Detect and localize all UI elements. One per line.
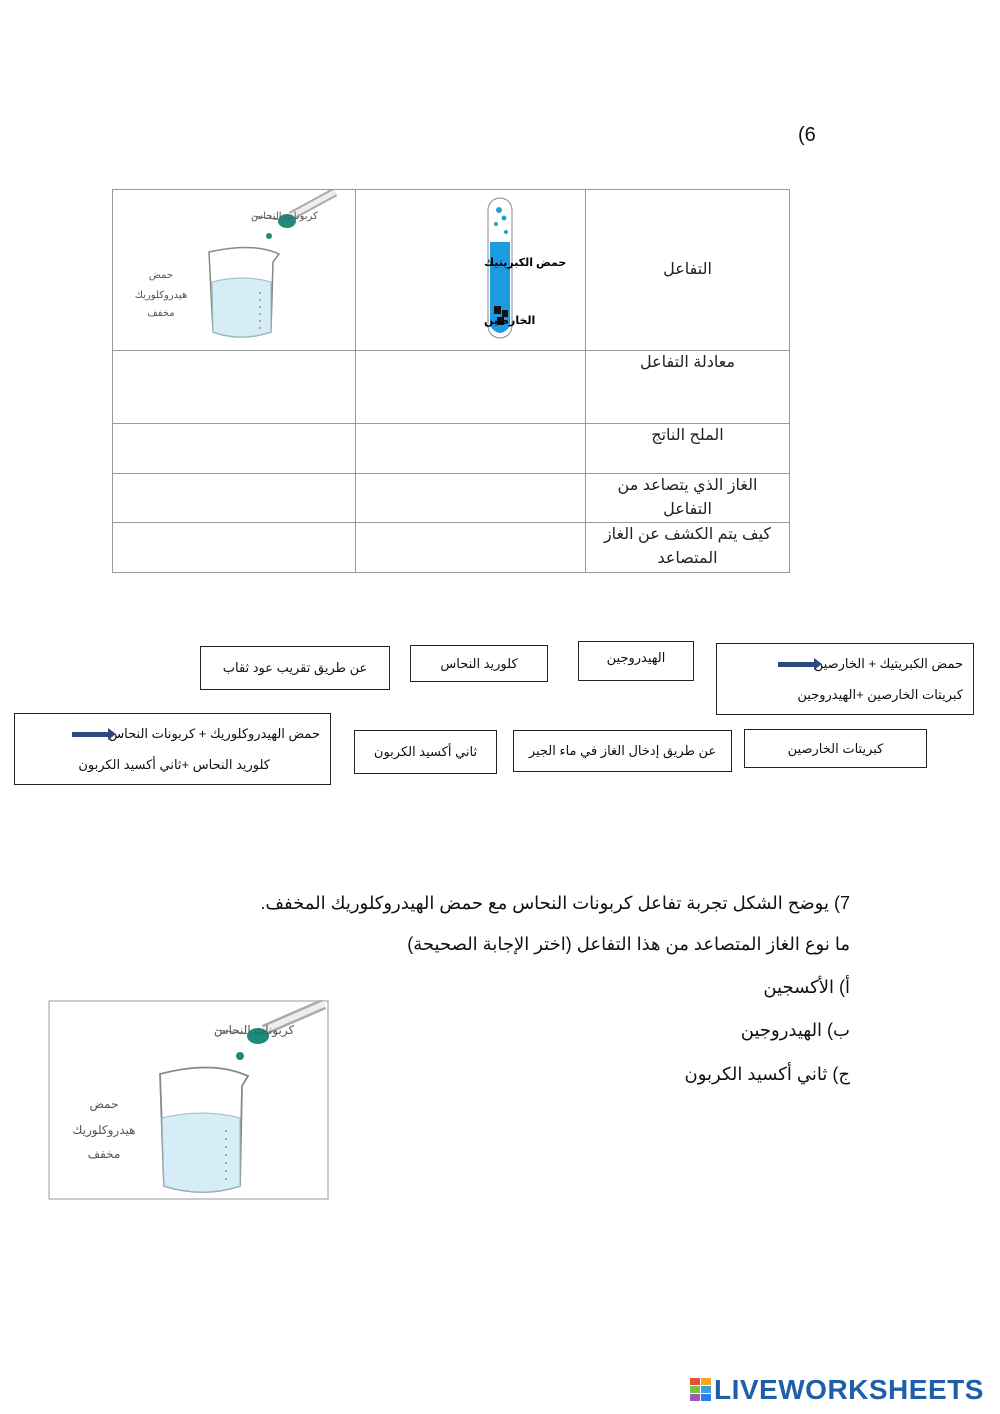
answer-box-limewater-test[interactable] [513,730,732,772]
answer-box-zinc-sulfate[interactable] [744,729,927,768]
tube-label-metal: الخارصين [484,315,536,327]
row-header-salt: الملح الناتج [586,424,790,474]
question-6-number: (6 [798,124,816,146]
image-label-acid-2: هيدروكلوريك [72,1123,136,1137]
arrow-icon [778,662,814,667]
answer-cell-gas-tube[interactable] [356,474,586,523]
answer-box-text: كبريتات الخارصين [787,740,884,756]
answer-box-copper-chloride[interactable] [410,645,548,682]
test-tube-illustration [356,190,585,345]
answer-cell-equation-tube[interactable] [356,351,586,424]
beaker-dropper-image [48,1000,329,1200]
answer-cell-detection-beaker[interactable] [113,523,356,573]
image-label-acid-1: حمض [89,1097,119,1111]
beaker-label-solid: كربونات النحاس [251,211,318,222]
answer-box-text: الهيدروجين [606,650,666,665]
arrow-icon [72,732,108,737]
row-header-equation: معادلة التفاعل [586,351,790,424]
answer-cell-equation-beaker[interactable] [113,351,356,424]
option-a[interactable]: أ) الأكسجين [763,977,850,997]
beaker-label-acid-2: هيدروكلوريك [134,290,188,301]
answer-cell-gas-beaker[interactable] [113,474,356,523]
equation-line-1: حمض الهيدروكلوريك + كربونات النحاس [108,725,320,741]
beaker-dropper-illustration [113,190,355,345]
answer-box-text: ثاني أكسيد الكربون [373,744,478,759]
answer-cell-detection-tube[interactable] [356,523,586,573]
reaction-table [112,189,790,573]
image-label-acid-3: مخفف [87,1147,121,1161]
question-7-prompt: ما نوع الغاز المتصاعد من هذا التفاعل (اختر الإجابة الصحيحة) [407,934,850,954]
logo-blocks-icon [690,1378,712,1402]
liveworksheets-logo [690,1374,984,1406]
answer-box-carbon-dioxide[interactable] [354,730,497,774]
answer-cell-salt-beaker[interactable] [113,424,356,474]
row-header-detection: كيف يتم الكشف عن الغاز المتصاعد [586,523,790,573]
answer-box-text: كلوريد النحاس [440,655,518,671]
answer-box-match-test[interactable] [200,646,390,690]
answer-box-equation-zinc[interactable] [716,643,974,715]
option-c[interactable]: ج) ثاني أكسيد الكربون [684,1064,850,1084]
option-b[interactable]: ب) الهيدروجين [740,1020,850,1040]
test-tube-image-cell [356,190,586,351]
answer-box-equation-copper[interactable] [14,713,331,785]
logo-text: LIVEWORKSHEETS [714,1374,984,1405]
answer-cell-salt-tube[interactable] [356,424,586,474]
equation-line-1: حمض الكبريتيك + الخارصين [813,655,963,671]
answer-box-text: عن طريق إدخال الغاز في ماء الجير [528,743,717,758]
question-7-statement: 7) يوضح الشكل تجربة تفاعل كربونات النحاس مع حمض الهيدروكلوريك المخفف. [260,893,850,913]
answer-box-text: عن طريق تقريب عود ثقاب [222,660,368,675]
beaker-label-acid-1: حمض [148,270,174,281]
tube-label-acid: حمض الكبريتيك [484,257,567,269]
beaker-label-acid-3: مخفف [147,308,175,319]
row-header-reaction: التفاعل [586,190,790,351]
row-header-gas: الغاز الذي يتصاعد من التفاعل [586,474,790,523]
beaker-image-cell [113,190,356,351]
answer-box-hydrogen[interactable] [578,641,694,681]
equation-line-2: كلوريد النحاس +ثاني أكسيد الكربون [78,756,270,772]
image-label-solid: كربونات النحاس [214,1023,295,1037]
equation-line-2: كبريتات الخارصين +الهيدروجين [797,686,963,702]
